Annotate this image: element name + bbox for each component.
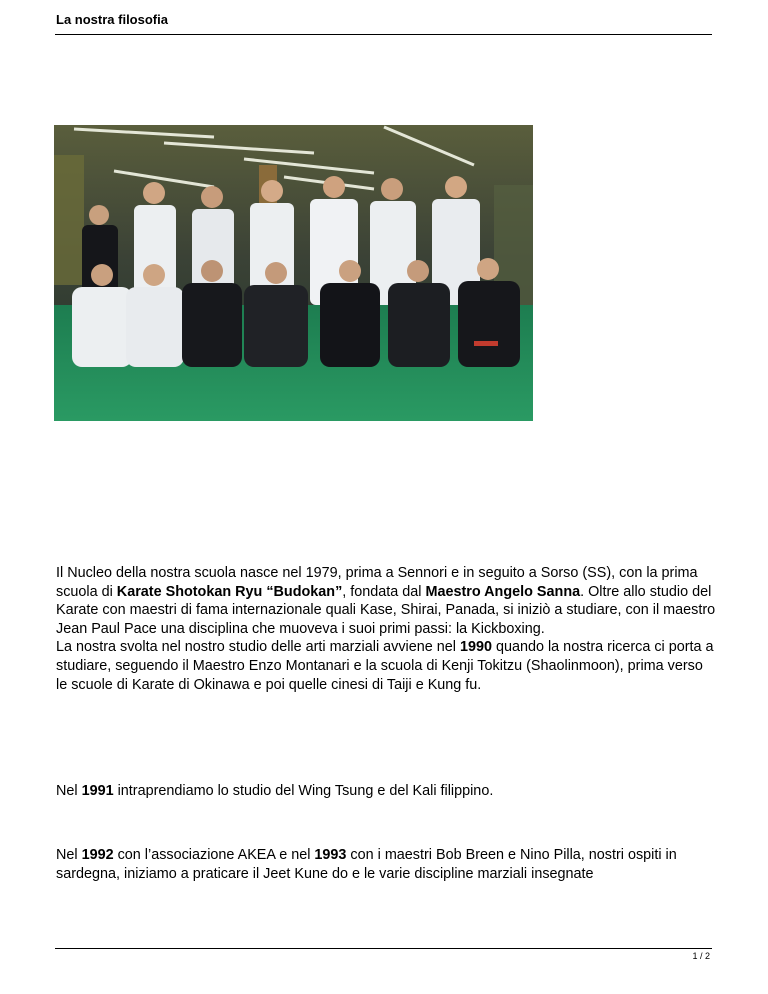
header-divider [55, 34, 712, 35]
bold-run: 1991 [81, 783, 114, 799]
bold-run: 1990 [459, 639, 492, 656]
bold-run: Karate Shotokan Ryu “Budokan” [116, 583, 343, 600]
paragraph-1991 [56, 782, 716, 801]
text-run: intraprendiamo lo studio del Wing Tsung e del Kali filippino. [113, 783, 494, 799]
text-run: Il Nucleo della nostra scuola nasce nel 1979, prima a Sennori e in seguito a Sorso (SS), con la prima scuola di [56, 565, 698, 600]
text-run: Nel [56, 847, 82, 863]
bold-run: 1992 [81, 847, 114, 863]
page-number: 1 / 2 [692, 951, 710, 961]
text-run: con l’associazione AKEA e nel [113, 847, 315, 863]
text-run: La nostra svolta nel nostro studio delle arti marziali avviene nel [56, 639, 460, 656]
footer-divider [55, 948, 712, 949]
page-title: La nostra filosofia [56, 12, 168, 27]
text-run: quando la nostra ricerca ci porta a studiare, seguendo il Maestro Enzo Montanari e la scuola di Kenji Tokitzu (Shaolinmoon), prima verso le scuole di Karate di Okinawa e poi quelle cinesi di Taiji e Kung fu. [56, 639, 714, 693]
bold-run: 1993 [314, 847, 347, 863]
group-photo-illustration [54, 125, 533, 421]
text-run: , fondata dal [342, 583, 426, 600]
paragraph-history [56, 564, 716, 694]
bold-run: Maestro Angelo Sanna [425, 583, 581, 600]
group-photo [54, 125, 533, 421]
text-run: con i maestri Bob Breen e Nino Pilla, nostri ospiti in sardegna, iniziamo a praticare il Jeet Kune do e le varie discipline marziali insegnate [56, 847, 677, 882]
text-run: Nel [56, 783, 82, 799]
paragraph-1992-1993 [56, 846, 716, 883]
text-run: . Oltre allo studio del Karate con maestri di fama internazionale quali Kase, Shirai, Panada, si iniziò a studiare, con il maestro Jean Paul Pace una disciplina che muoveva i suoi primi passi: la Kickboxing. [56, 583, 716, 637]
